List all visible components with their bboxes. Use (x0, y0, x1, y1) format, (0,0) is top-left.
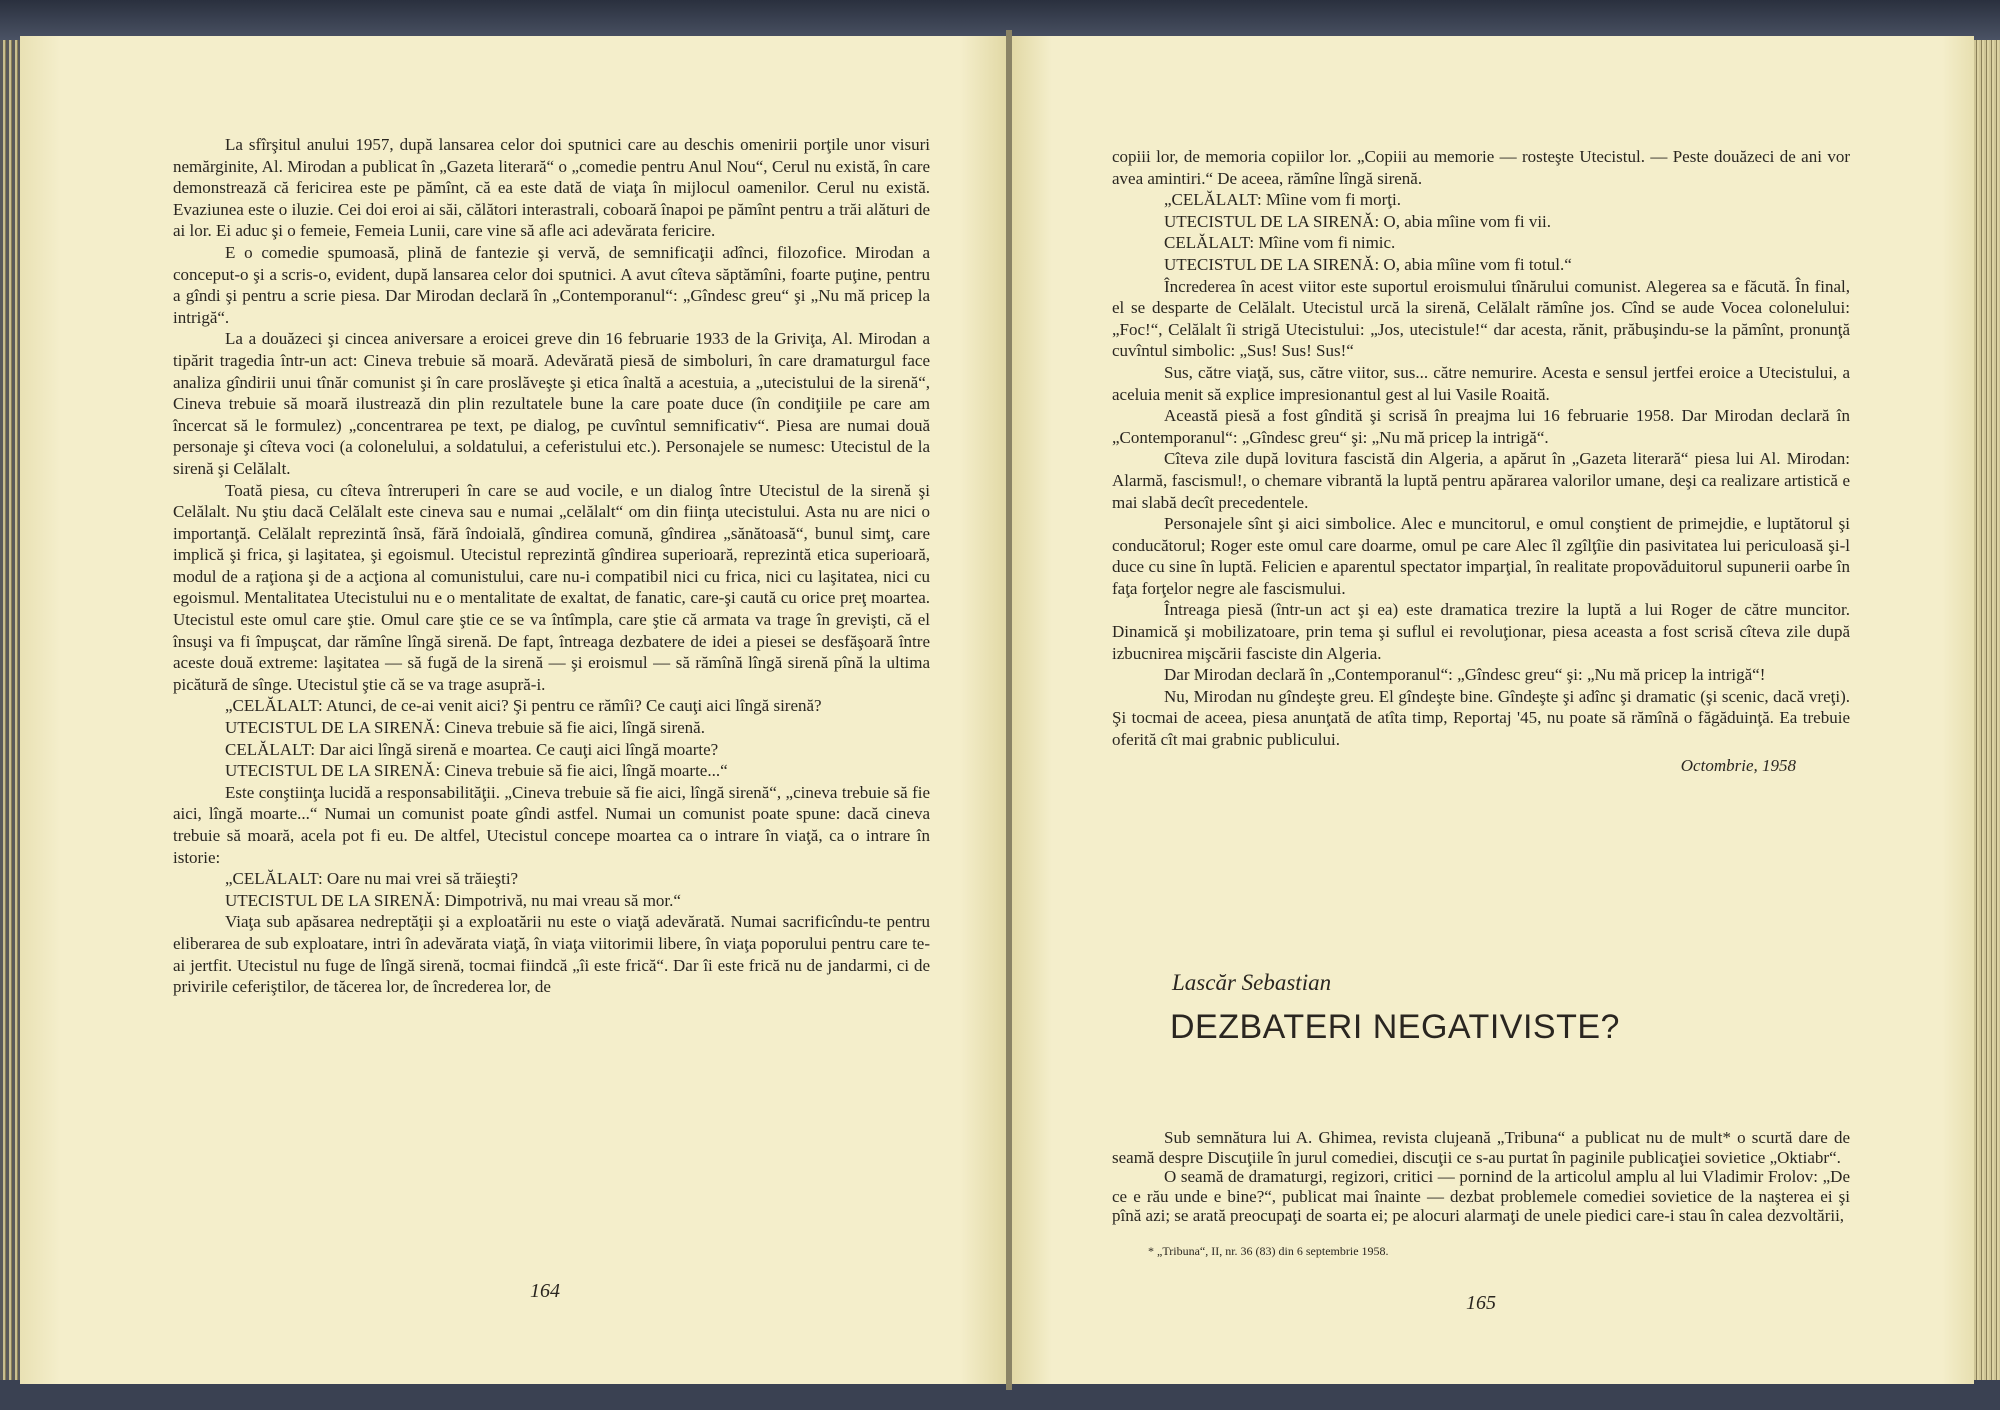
dialogue-line: UTECISTUL DE LA SIRENĂ: Cineva trebuie să fie aici, lîngă sirenă. (225, 718, 705, 738)
dialogue-line: „CELĂLALT: Mîine vom fi morţi. (1164, 190, 1401, 210)
paragraph: Nu, Mirodan nu gîndeşte greu. El gîndeşte bine. Gîndeşte şi adînc şi dramatic (şi scenic, dacă vreţi). Şi tocmai de aceea, piesa anunţată de atîta timp, Reportaj '45, nu poate să rămînă o făgăduinţă. Ea trebuie oferită cît mai grabnic publicului. (1112, 686, 1850, 750)
paragraph: Încrederea în acest viitor este suportul eroismului tînărului comunist. Alegerea sa e făcută. În final, el se desparte de Celălalt. Utecistul urcă la sirenă, Celălalt rămîne jos. Cînd se aude Vocea colonelului: „Foc!“, Celălalt îi strigă Utecistului: „Jos, utecistule!“ dar acesta, rănit, prăbuşindu-se la pămînt, pronunţă cuvîntul simbolic: „Sus! Sus! Sus!“ (1112, 276, 1850, 361)
article-headline: DEZBATERI NEGATIVISTE? (1170, 1008, 1620, 1046)
article-date: Octombrie, 1958 (1680, 755, 1796, 775)
paragraph: La sfîrşitul anului 1957, după lansarea celor doi sputnici care au deschis omenirii porţile unor visuri nemărginite, Al. Mirodan a publicat în „Gazeta literară“ o „comedie pentru Anul Nou“, Cerul nu există, în care demonstrează că fericirea este pe pămînt, că ea este dată de viaţa în mijlocul oamenilor. Cerul nu există. Evaziunea este o iluzie. Cei doi eroi ai săi, călători interastrali, coboară înapoi pe pămînt pentru a trăi alături de ai lor. Ei aduc şi o femeie, Femeia Lunii, care vine să afle aci adevărata fericire. (173, 135, 930, 241)
paragraph: O seamă de dramaturgi, regizori, critici — pornind de la articolul amplu al lui Vladimir Frolov: „De ce e rău unde e bine?“, publicat mai înainte — dezbat problemele comediei sovietice de la naşterea ei şi pînă azi; se arată preocupaţi de soarta ei; pe alocuri alarmaţi de unele piedici care-i stau în calea dezvoltării, (1112, 1167, 1850, 1225)
paragraph: Toată piesa, cu cîteva întreruperi în care se aud vocile, e un dialog între Utecistul de la sirenă şi Celălalt. Nu ştiu dacă Celălalt este cineva sau e numai „celălalt“ om din fiinţa utecistului. Asta nu are nici o importanţă. Celălalt reprezintă însă, fără îndoială, gîndirea comună, gîndirea „sănătoasă“, bunul simţ, care implică şi frica, şi laşitatea, şi egoismul. Utecistul reprezintă gîndirea superioară, reprezintă etica superioară, modul de a raţiona şi de a acţiona al comunistului, care nu-i compatibil nici cu frica, nici cu laşitatea, nici cu egoismul. Mentalitatea Utecistului nu e o mentalitate de exaltat, de fanatic, care-şi caută cu orice preţ moartea. Utecistul este omul care ştie. Omul care ştie ce se va întîmpla, care ştie că armata va trage în grevişti, că el însuşi va fi împuşcat, dar rămîne lîngă sirenă. De fapt, întreaga dezbatere de idei a piesei se desfăşoară între aceste două extreme: laşitatea — să fugă de la sirenă — şi eroismul — să rămînă lîngă sirenă pînă la ultima picătură de sînge. Utecistul ştie că se va trage asupră-i. (173, 480, 930, 694)
paragraph: Întreaga piesă (într-un act şi ea) este dramatica trezire la luptă a lui Roger de către muncitor. Dinamică şi mobilizatoare, prin tema şi suflul ei revoluţionar, piesa aceasta a fost scrisă cîteva zile după izbucnirea mişcării fasciste din Algeria. (1112, 600, 1850, 663)
paragraph: Dar Mirodan declară în „Contemporanul“: „Gîndesc greu“ şi: „Nu mă pricep la intrigă“! (1164, 665, 1766, 685)
paragraph: Sus, către viaţă, sus, către viitor, sus... către nemurire. Acesta e sensul jertfei eroice a Utecistului, a aceluia menit să explice impresionantul gest al lui Vasile Roaită. (1112, 362, 1850, 404)
left-page (20, 36, 1006, 1384)
dialogue-line: UTECISTUL DE LA SIRENĂ: Cineva trebuie să fie aici, lîngă moarte...“ (225, 761, 728, 781)
book-edge-right (1974, 40, 2000, 1380)
paragraph: E o comedie spumoasă, plină de fantezie şi vervă, de semnificaţii adînci, filozofice. Mirodan a conceput-o şi a scris-o, evident, după lansarea celor doi sputnici. A avut cîteva săptămîni, foarte puţine, pentru a gîndi şi pentru a scrie piesa. Dar Mirodan declară în „Contemporanul“: „Gîndesc greu“ şi „Nu mă pricep la intrigă“. (173, 242, 930, 327)
left-page-text (173, 134, 930, 998)
paragraph: Sub semnătura lui A. Ghimea, revista clujeană „Tribuna“ a publicat nu de mult* o scurtă dare de seamă despre Discuţiile în jurul comediei, discuţii ce s-au purtat în paginile publicaţiei sovietice „Oktiabr“. (1112, 1128, 1850, 1167)
paragraph: La a douăzeci şi cincea aniversare a eroicei greve din 16 februarie 1933 de la Griviţa, Al. Mirodan a tipărit tragedia într-un act: Cineva trebuie să moară. Adevărată piesă de simboluri, în care dramaturgul face analiza gîndirii unui tînăr comunist şi în care proslăveşte şi etica înaltă a acestuia, a „utecistului de la sirenă“, Cineva trebuie să moară ilustrează din plin rezultatele bune la care poate duce (în condiţiile pe care am încercat să le formulez) „concentrarea pe text, pe dialog, pe cuvîntul semnificativ“. Piesa are numai două personaje şi cîteva voci (a colonelului, a soldatului, a ceferistului etc.). Personajele se numesc: Utecistul de la sirenă şi Celălalt. (173, 329, 930, 478)
right-page (1012, 36, 1974, 1384)
new-article-text (1112, 1128, 1850, 1226)
footnote: * „Tribuna“, II, nr. 36 (83) din 6 septembrie 1958. (1148, 1244, 1389, 1258)
page-number-left: 164 (530, 1280, 560, 1302)
dialogue-line: UTECISTUL DE LA SIRENĂ: O, abia mîine vom fi totul.“ (1164, 254, 1572, 274)
paragraph: Această piesă a fost gîndită şi scrisă în preajma lui 16 februarie 1958. Dar Mirodan declară în „Contemporanul“: „Gîndesc greu“ şi: „Nu mă pricep la intrigă“. (1112, 406, 1850, 447)
dialogue-line: „CELĂLALT: Atunci, de ce-ai venit aici? Şi pentru ce rămîi? Ce cauţi aici lîngă sirenă? (225, 696, 822, 716)
paragraph: Viaţa sub apăsarea nedreptăţii şi a exploatării nu este o viaţă adevărată. Numai sacrificîndu-te pentru eliberarea de sub exploatare, intri în adevărata viaţă, în viaţa viitorimii libere, în viaţa poporului pentru care te-ai jertfit. Utecistul nu fuge de lîngă sirenă, tocmai fiindcă „îi este frică“. Dar îi este frică nu de jandarmi, ci de privirile ceferiştilor, de tăcerea lor, de încrederea lor, de (173, 912, 930, 997)
paragraph: Este conştiinţa lucidă a responsabilităţii. „Cineva trebuie să fie aici, lîngă sirenă“, „cineva trebuie să fie aici, lîngă moarte...“ Numai un comunist poate gîndi astfel. Numai un comunist poate spune: dacă cineva trebuie să moară, acela pot fi eu. De altfel, Utecistul concepe moartea ca o intrare în viaţă, ca o intrare în istorie: (173, 782, 930, 867)
paragraph: copiii lor, de memoria copiilor lor. „Copiii au memorie — rosteşte Utecistul. — Peste douăzeci de ani vor avea amintiri.“ De aceea, rămîne lîngă sirenă. (1112, 147, 1850, 188)
dialogue-line: CELĂLALT: Mîine vom fi nimic. (1164, 233, 1396, 253)
dialogue-line: UTECISTUL DE LA SIRENĂ: O, abia mîine vom fi vii. (1164, 211, 1552, 231)
right-page-text (1112, 146, 1850, 776)
dialogue-line: CELĂLALT: Dar aici lîngă sirenă e moartea. Ce cauţi aici lîngă moarte? (225, 739, 719, 759)
dialogue-line: „CELĂLALT: Oare nu mai vrei să trăieşti? (225, 869, 519, 889)
author-name: Lascăr Sebastian (1172, 970, 1332, 995)
page-number-right: 165 (1466, 1292, 1496, 1314)
paragraph: Cîteva zile după lovitura fascistă din Algeria, a apărut în „Gazeta literară“ piesa lui Al. Mirodan: Alarmă, fascismul!, o chemare vibrantă la luptă pentru apărarea valorilor umane, deşi ca realizare artistică e mai slabă decît precedentele. (1112, 449, 1850, 512)
paragraph: Personajele sînt şi aici simbolice. Alec e muncitorul, e omul conştient de primejdie, e luptătorul şi conducătorul; Roger este omul care doarme, omul pe care Alec îl zgîlţîie din pasivitatea lui periculoasă şi-l duce cu sine în luptă. Felicien e aparentul spectator imparţial, în realitate propovăduitorul supunerii oarbe în faţa forţelor negre ale fascismului. (1112, 514, 1850, 598)
book-binding-top (0, 0, 2000, 40)
dialogue-line: UTECISTUL DE LA SIRENĂ: Dimpotrivă, nu mai vreau să mor.“ (225, 890, 681, 910)
book-edge-left (0, 40, 20, 1380)
